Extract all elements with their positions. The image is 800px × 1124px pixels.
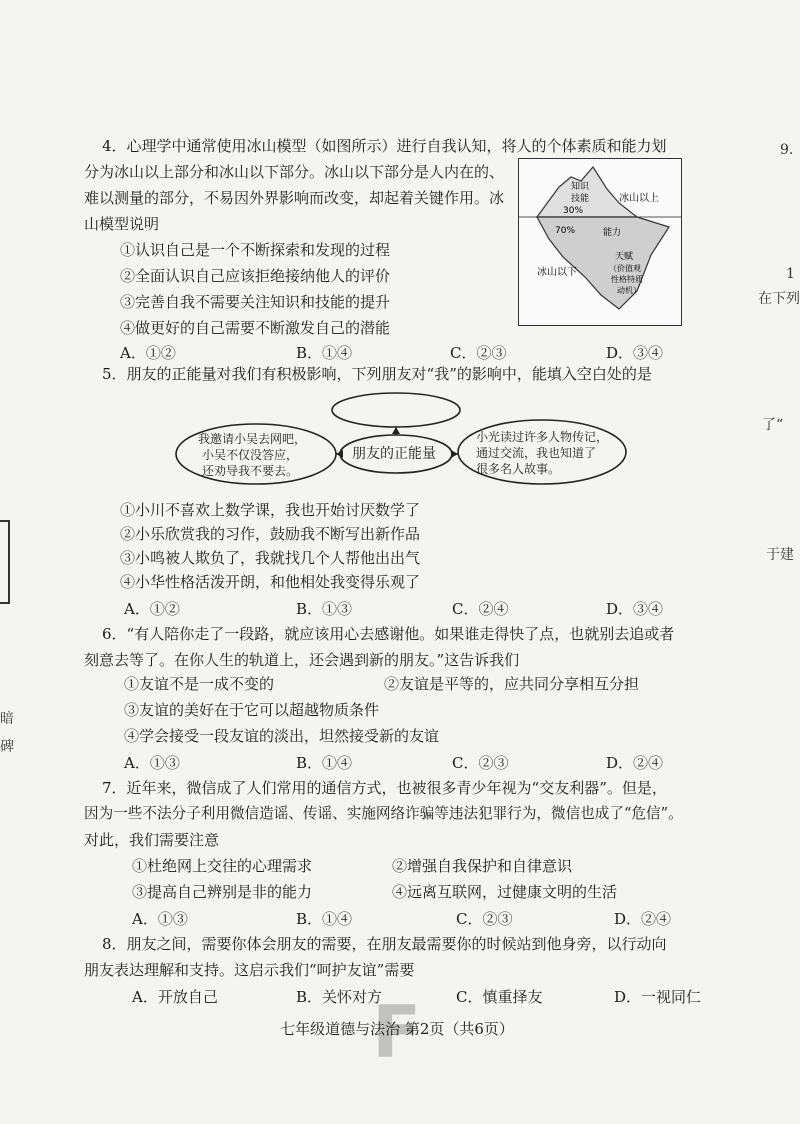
iceberg-pct30: 30% (563, 206, 584, 216)
edge-text: 1 (786, 266, 795, 282)
q5-option-d[interactable]: D．③④ (606, 600, 664, 618)
q6-option-c[interactable]: C．②③ (452, 754, 509, 772)
q5-option-a[interactable]: A．①② (124, 600, 180, 618)
q5-right-text3: 很多名人故事。 (476, 462, 561, 476)
q7-stem-line2: 因为一些不法分子利用微信造谣、传谣、实施网络诈骗等违法犯罪行为，微信也成了“危信”。 (84, 805, 683, 822)
q6-option-b[interactable]: B．①④ (296, 754, 353, 772)
q4-option-b[interactable]: B．①④ (296, 344, 353, 362)
iceberg-values3: 动机） (617, 286, 641, 295)
q4-statement-3: ③完善自我不需要关注知识和技能的提升 (120, 293, 391, 311)
q5-center-text: 朋友的正能量 (352, 446, 436, 462)
q4-option-c[interactable]: C．②③ (450, 344, 507, 362)
q8-option-c[interactable]: C．慎重择友 (456, 988, 543, 1006)
q6-statement-4: ④学会接受一段友谊的淡出，坦然接受新的友谊 (124, 727, 440, 745)
q7-option-b[interactable]: B．①④ (296, 910, 353, 928)
watermark-letter: F (372, 990, 422, 1074)
q5-right-text2: 通过交流，我也知道了 (476, 446, 597, 460)
q5-stem: 5．朋友的正能量对我们有积极影响，下列朋友对“我”的影响中，能填入空白处的是 (102, 365, 652, 383)
q4-stem-line1: 4．心理学中通常使用冰山模型（如图所示）进行自我认知，将人的个体素质和能力划 (102, 137, 667, 155)
q5-left-text2: 小吴不仅没答应， (202, 448, 299, 462)
iceberg-pct70: 70% (555, 226, 576, 236)
iceberg-below-label: 冰山以下 (537, 267, 577, 278)
q6-statement-2: ②友谊是平等的，应共同分享相互分担 (384, 675, 640, 693)
q5-option-b[interactable]: B．①③ (296, 600, 353, 618)
q6-statement-1: ①友谊不是一成不变的 (124, 675, 275, 693)
iceberg-svg (519, 159, 681, 325)
q4-stem-line3: 难以测量的部分，不易因外界影响而改变，却起着关键作用。冰 (84, 189, 505, 207)
edge-box (0, 520, 10, 604)
q8-option-d[interactable]: D．一视同仁 (614, 988, 702, 1006)
q8-option-a[interactable]: A．开放自己 (132, 988, 218, 1006)
q6-option-d[interactable]: D．②④ (606, 754, 664, 772)
iceberg-ability: 能力 (603, 228, 622, 238)
edge-text: 9. (780, 142, 794, 158)
q7-statement-3: ③提高自己辨别是非的能力 (132, 883, 313, 901)
q5-statement-1: ①小川不喜欢上数学课，我也开始讨厌数学了 (120, 501, 421, 519)
iceberg-skill: 技能 (571, 194, 590, 204)
q8-stem-line1: 8．朋友之间，需要你体会朋友的需要，在朋友最需要你的时候站到他身旁，以行动向 (102, 935, 667, 953)
edge-text: 于建 (766, 547, 794, 563)
q4-stem-line2: 分为冰山以上部分和冰山以下部分。冰山以下部分是人内在的、 (84, 163, 505, 181)
q6-option-a[interactable]: A．①③ (124, 754, 180, 772)
q7-option-c[interactable]: C．②③ (456, 910, 513, 928)
q5-left-text3: 还劝导我不要去。 (202, 464, 299, 478)
q4-option-d[interactable]: D．③④ (606, 344, 664, 362)
q7-option-d[interactable]: D．②④ (614, 910, 672, 928)
q7-stem-line1: 7．近年来，微信成了人们常用的通信方式，也被很多青少年视为“交友利器”。但是， (102, 779, 667, 797)
q6-stem-line2: 刻意去等了。在你人生的轨道上，还会遇到新的朋友。”这告诉我们 (84, 651, 520, 669)
edge-text: 在下列 (758, 291, 800, 307)
q7-option-a[interactable]: A．①③ (132, 910, 188, 928)
q7-stem-line3: 对此，我们需要注意 (84, 831, 220, 849)
q5-option-c[interactable]: C．②④ (452, 600, 509, 618)
q7-statement-4: ④远离互联网，过健康文明的生活 (392, 883, 618, 901)
q4-statement-2: ②全面认识自己应该拒绝接纳他人的评价 (120, 267, 391, 285)
iceberg-values2: 性格特质 (611, 275, 643, 284)
q4-stem-line4: 山模型说明 (84, 215, 160, 233)
iceberg-talent: 天赋 (615, 252, 634, 262)
edge-text: 碑 (0, 739, 14, 755)
q8-option-b[interactable]: B．关怀对方 (296, 988, 383, 1006)
q5-statement-3: ③小鸣被人欺负了，我就找几个人帮他出出气 (120, 549, 421, 567)
iceberg-above-label: 冰山以上 (619, 193, 659, 204)
q5-left-text1: 我邀请小吴去网吧， (198, 432, 307, 446)
page-footer: 七年级道德与法治 第2页（共6页） (280, 1020, 514, 1038)
edge-text: 了“ (762, 417, 784, 433)
q7-statement-2: ②增强自我保护和自律意识 (392, 857, 573, 875)
q6-statement-3: ③友谊的美好在于它可以超越物质条件 (124, 701, 380, 719)
q6-stem-line1: 6．“有人陪你走了一段路，就应该用心去感谢他。如果谁走得快了点，也就别去追或者 (102, 625, 675, 643)
q4-statement-1: ①认识自己是一个不断探索和发现的过程 (120, 241, 391, 259)
q7-statement-1: ①杜绝网上交往的心理需求 (132, 857, 313, 875)
edge-text: 暗 (0, 711, 14, 727)
q5-statement-2: ②小乐欣赏我的习作，鼓励我不断写出新作品 (120, 525, 421, 543)
q8-stem-line2: 朋友表达理解和支持。这启示我们“呵护友谊”需要 (84, 961, 415, 979)
q4-option-a[interactable]: A．①② (120, 344, 176, 362)
iceberg-values1: （价值观 (609, 264, 641, 273)
iceberg-knowledge: 知识 (571, 182, 590, 192)
q4-statement-4: ④做更好的自己需要不断激发自己的潜能 (120, 319, 391, 337)
q5-statement-4: ④小华性格活泼开朗，和他相处我变得乐观了 (120, 573, 421, 591)
iceberg-figure (518, 158, 682, 326)
q5-right-text1: 小光读过许多人物传记， (476, 430, 609, 444)
